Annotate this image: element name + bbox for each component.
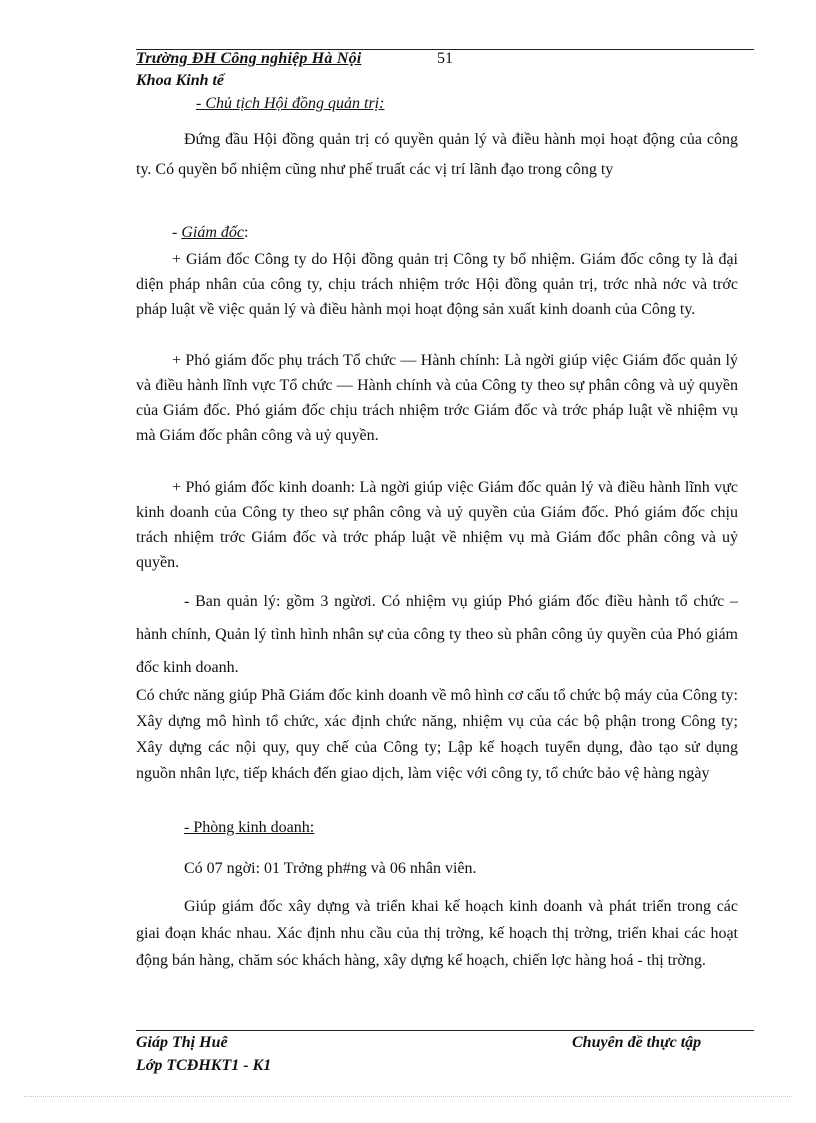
school-name: Trường ĐH Công nghiệp Hà Nội xyxy=(136,50,362,67)
page-edge-dots xyxy=(24,1096,792,1097)
board-paragraph-continued: Có chức năng giúp Phã Giám đốc kinh doanh về mô hình cơ cấu tổ chức bộ máy của Công ty: Xây dựng mô hình tổ chức, xác định chức năng, nhiệm vụ của các bộ phận trong Công ty; Xây dựng các nội quy, quy chế của Công ty; Lập kế hoạch tuyển dụng, đào tạo sử dụng nguồn nhân lực, tiếp khách đến giao dịch, làm việc với công ty, tổ chức bảo vệ hàng ngày xyxy=(136,687,738,782)
director-heading-prefix: - xyxy=(172,224,182,241)
class-name: Lớp TCĐHKT1 - K1 xyxy=(136,1057,272,1074)
deputy-business-paragraph: + Phó giám đốc kinh doanh: Là ngời giúp việc Giám đốc quản lý và điều hành lĩnh vực kinh doanh của Công ty theo sự phân công và uỷ quyền của Giám đốc. Phó giám đốc chịu trách nhiệm trớc Giám đốc và trớc pháp luật về nhiệm vụ mà Giám đốc phân công và uỷ quyền. xyxy=(136,479,738,571)
director-heading xyxy=(172,224,248,242)
sales-heading: - Phòng kinh doanh: xyxy=(184,819,315,836)
page-number: 51 xyxy=(437,50,453,67)
deputy-admin-paragraph: + Phó giám đốc phụ trách Tổ chức — Hành chính: Là ngời giúp việc Giám đốc quản lý và điều hành lĩnh vực Tổ chức — Hành chính và của Công ty theo sự phân công và uỷ quyền của Giám đốc. Phó giám đốc chịu trách nhiệm trớc Giám đốc và trớc pháp luật về nhiệm vụ mà Giám đốc phân công và uỷ quyền. xyxy=(136,352,738,444)
chairman-paragraph: Đứng đầu Hội đồng quản trị có quyền quản lý và điều hành mọi hoạt động của công ty. Có quyền bổ nhiệm cũng như phế truất các vị trí lãnh đạo trong công ty xyxy=(136,131,738,178)
chairman-heading: - Chủ tịch Hội đồng quản trị: xyxy=(196,95,385,112)
director-paragraph: + Giám đốc Công ty do Hội đồng quản trị Công ty bổ nhiệm. Giám đốc công ty là đại diện pháp nhân của công ty, chịu trách nhiệm trớc Hội đồng quản trị, trớc nhà nớc và trớc pháp luật về việc quản lý và điều hành mọi hoạt động sản xuất kinh doanh của Công ty. xyxy=(136,251,738,318)
director-heading-suffix: : xyxy=(243,224,249,241)
sales-staff: Có 07 ngời: 01 Trởng ph#ng và 06 nhân viên. xyxy=(184,860,477,877)
faculty-name: Khoa Kinh tế xyxy=(136,72,225,89)
sales-paragraph: Giúp giám đốc xây dựng và triển khai kế hoạch kinh doanh và phát triển trong các giai đoạn khác nhau. Xác định nhu cầu của thị trờng, kế hoạch thị trờng, triển khai các hoạt động bán hàng, chăm sóc khách hàng, xây dựng kế hoạch, chiến lợc hàng hoá - thị trờng. xyxy=(136,898,738,969)
student-name: Giáp Thị Huê xyxy=(136,1034,228,1051)
director-heading-label: Giám đốc xyxy=(181,224,244,241)
board-paragraph: - Ban quản lý: gồm 3 ngừơi. Có nhiệm vụ giúp Phó giám đốc điều hành tổ chức – hành chính, Quản lý tình hình nhân sự của công ty theo sù phân công ủy quyền của Phó giám đốc kinh doanh. xyxy=(136,593,738,676)
report-topic: Chuyên đề thực tập xyxy=(572,1034,702,1051)
footer-rule xyxy=(136,1030,754,1031)
